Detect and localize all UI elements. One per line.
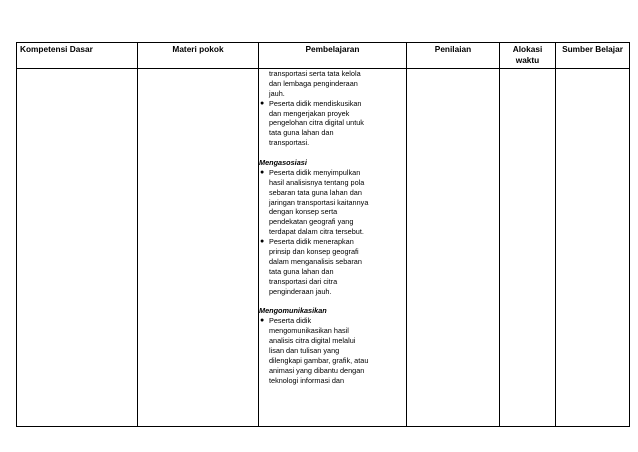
text-line: transportasi dari citra <box>269 276 338 286</box>
text-line: lisan dan tulisan yang <box>269 345 340 355</box>
text-line: animasi yang dibantu dengan <box>269 365 365 375</box>
text-line: sebaran tata guna lahan dan <box>269 187 362 197</box>
text-line: penginderaan jauh. <box>269 286 332 296</box>
text-line: dan mengerjakan proyek <box>269 108 350 118</box>
section-heading-mengasosiasi: Mengasosiasi <box>259 158 307 168</box>
cell-penilaian <box>407 69 500 427</box>
header-kompetensi-dasar: Kompetensi Dasar <box>17 43 138 69</box>
cell-pembelajaran <box>259 69 407 427</box>
header-alokasi-waktu <box>500 43 556 69</box>
text-line: jauh. <box>269 88 285 98</box>
text-line: tata guna lahan dan <box>269 266 334 276</box>
text-line: mengomunikasikan hasil <box>269 326 349 336</box>
cell-materi-pokok <box>138 69 259 427</box>
table-header-row <box>17 43 630 69</box>
header-penilaian: Penilaian <box>407 43 500 69</box>
lesson-plan-table <box>16 42 630 427</box>
table-row <box>17 69 630 427</box>
text-line: tata guna lahan dan <box>269 128 334 138</box>
bullet-icon: ● <box>260 99 265 107</box>
text-line: dilengkapi gambar, grafik, atau <box>269 355 369 365</box>
bullet-item-line: ● Peserta didik <box>260 316 312 326</box>
cell-sumber-belajar <box>556 69 630 427</box>
text-line: analisis citra digital melalui <box>269 336 356 346</box>
header-materi-pokok: Materi pokok <box>138 43 259 69</box>
header-alokasi-line1: Alokasi <box>512 44 543 54</box>
bullet-icon: ● <box>260 317 265 325</box>
text-line: hasil analisisnya tentang pola <box>269 177 365 187</box>
text-line: pengelohan citra digital untuk <box>269 118 364 128</box>
text-line: transportasi. <box>269 138 310 148</box>
text-line: jaringan transportasi kaitannya <box>269 197 369 207</box>
text-line: dan lembaga penginderaan <box>269 78 358 88</box>
bullet-icon: ● <box>260 238 265 246</box>
text-line: transportasi serta tata kelola <box>269 69 361 78</box>
text-line: dalam menganalisis sebaran <box>269 256 362 266</box>
header-pembelajaran: Pembelajaran <box>259 43 407 69</box>
section-heading-mengomunikasikan: Mengomunikasikan <box>259 306 327 316</box>
cell-kompetensi-dasar <box>17 69 138 427</box>
bullet-item-line: ● Peserta didik mendiskusikan <box>260 98 362 108</box>
header-sumber-belajar: Sumber Belajar <box>556 43 630 69</box>
text-line: pendekatan geografi yang <box>269 217 354 227</box>
text-line: prinsip dan konsep geografi <box>269 247 359 257</box>
bullet-icon: ● <box>260 168 265 176</box>
header-alokasi-line2: waktu <box>515 55 540 65</box>
text-line: teknologi informasi dan <box>269 375 345 385</box>
bullet-item-line: ● Peserta didik menerapkan <box>260 237 354 247</box>
cell-alokasi-waktu <box>500 69 556 427</box>
text-line: dengan konsep serta <box>269 207 338 217</box>
bullet-item-line: ● Peserta didik menyimpulkan <box>260 167 361 177</box>
text-line: terdapat dalam citra tersebut. <box>269 227 364 237</box>
